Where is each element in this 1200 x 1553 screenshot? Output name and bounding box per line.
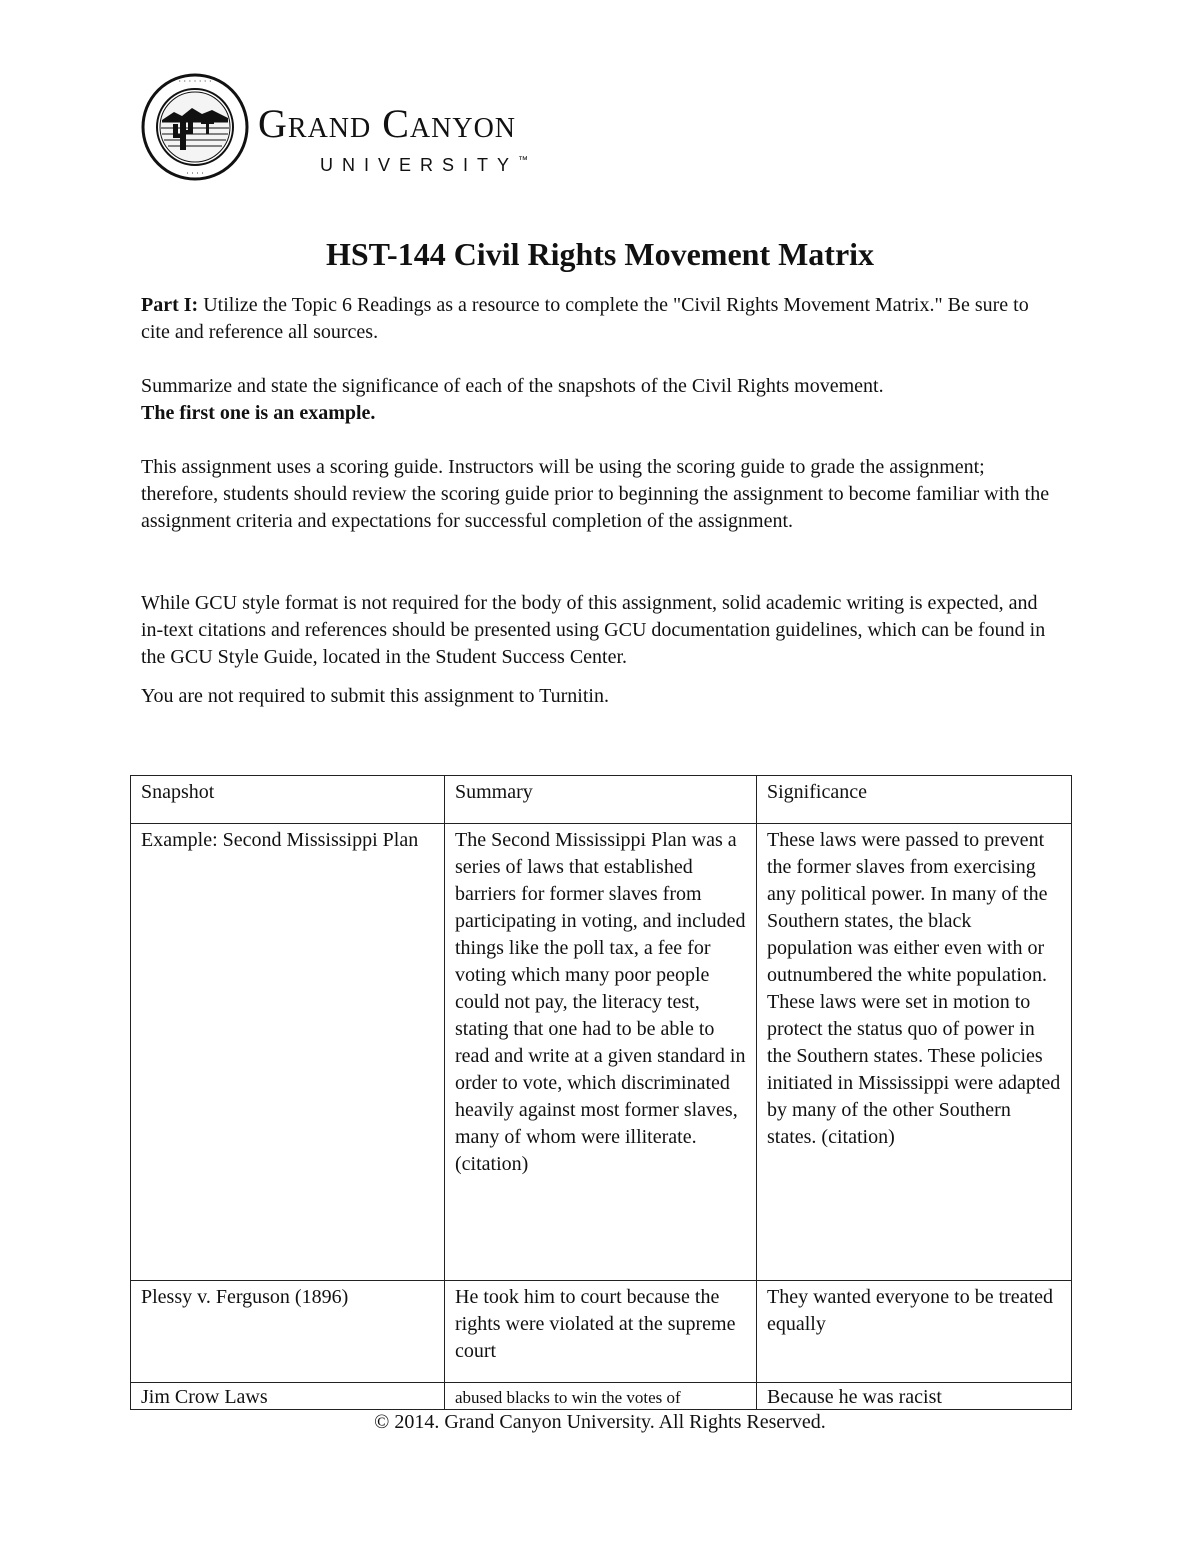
civil-rights-matrix-table <box>130 775 1072 1410</box>
copyright-footer: © 2014. Grand Canyon University. All Rights Reserved. <box>374 1411 826 1433</box>
summarize-paragraph <box>141 373 1051 427</box>
table-header-row <box>131 776 1072 824</box>
significance-cell <box>757 1383 1072 1410</box>
document-title: HST-144 Civil Rights Movement Matrix <box>325 236 875 272</box>
summarize-text: Summarize and state the significance of each of the snapshots of the Civil Rights movement. <box>141 375 884 397</box>
significance-cell: They wanted everyone to be treated equally <box>757 1281 1072 1383</box>
significance-text: Because he was racist <box>767 1386 942 1408</box>
summary-text: abused blacks to win the votes of <box>455 1388 681 1407</box>
summary-cell <box>445 1383 757 1410</box>
header-significance: Significance <box>757 776 1072 824</box>
significance-cell: These laws were passed to prevent the former slaves from exercising any political power. In many of the Southern states, the black population was either even with or outnumbered the white population. These laws were set in motion to protect the status quo of power in the Southern states. These policies initiated in Mississippi were adapted by many of the other Southern states. (citation) <box>757 824 1072 1281</box>
summary-cell: He took him to court because the rights were violated at the supreme court <box>445 1281 757 1383</box>
wordmark-main: Grand Canyon <box>258 101 517 146</box>
table-row <box>131 1383 1072 1410</box>
wordmark-sub-text: UNIVERSITY <box>320 155 519 175</box>
snapshot-text: Jim Crow Laws <box>141 1386 268 1408</box>
part1-text: Utilize the Topic 6 Readings as a resource to complete the "Civil Rights Movement Matrix." Be sure to cite and reference all sources. <box>141 294 1029 343</box>
part1-label: Part I: <box>141 294 199 316</box>
summary-cell: The Second Mississippi Plan was a series of laws that established barriers for former slaves from participating in voting, and included things like the poll tax, a fee for voting which many poor people could not pay, the literacy test, stating that one had to be able to read and write at a given standard in order to vote, which discriminated heavily against most former slaves, many of whom were illiterate. (citation) <box>445 824 757 1281</box>
snapshot-cell: Example: Second Mississippi Plan <box>131 824 445 1281</box>
example-note: The first one is an example. <box>141 402 376 424</box>
snapshot-cell: Plessy v. Ferguson (1896) <box>131 1281 445 1383</box>
scoring-paragraph: This assignment uses a scoring guide. Instructors will be using the scoring guide to grade the assignment; therefore, students should review the scoring guide prior to beginning the assignment to become familiar with the assignment criteria and expectations for successful completion of the assignment. <box>141 456 1050 532</box>
header-snapshot: Snapshot <box>131 776 445 824</box>
part1-paragraph <box>141 292 1051 346</box>
svg-text:· · · ·: · · · · <box>186 169 204 178</box>
table-row <box>131 1281 1072 1383</box>
turnitin-paragraph: You are not required to submit this assignment to Turnitin. <box>141 685 609 707</box>
wordmark-sub <box>320 156 528 174</box>
style-paragraph: While GCU style format is not required for the body of this assignment, solid academic writing is expected, and in-text citations and references should be presented using GCU documentation guidelines, which can be found in the GCU Style Guide, located in the Student Success Center. <box>141 592 1046 668</box>
university-seal <box>140 72 250 182</box>
university-logo <box>140 72 620 182</box>
snapshot-cell <box>131 1383 445 1410</box>
trademark-symbol: ™ <box>518 155 529 166</box>
svg-text:· · · · · · ·: · · · · · · · <box>178 77 212 86</box>
table-row <box>131 824 1072 1281</box>
header-summary: Summary <box>445 776 757 824</box>
